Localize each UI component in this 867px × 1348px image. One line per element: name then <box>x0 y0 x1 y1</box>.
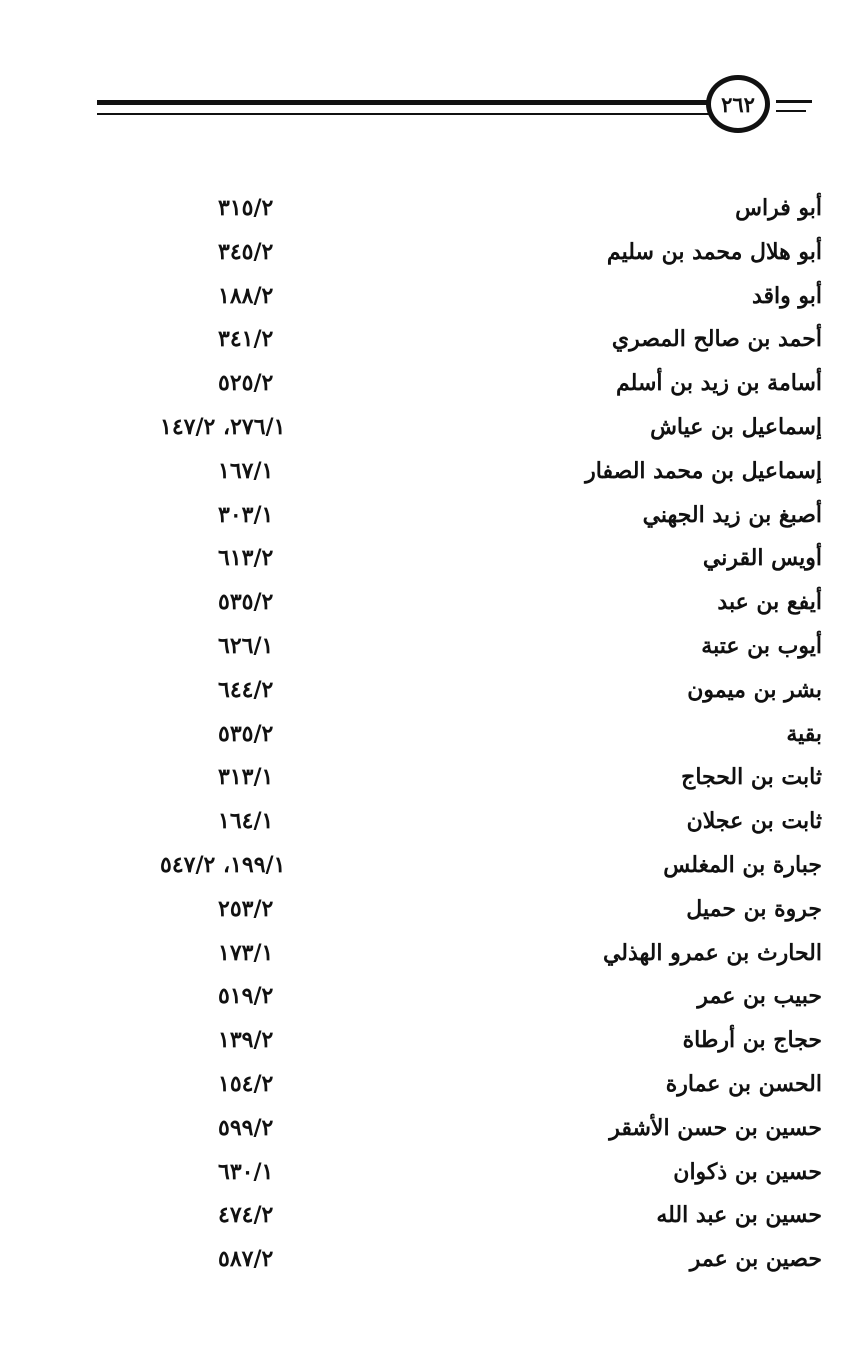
entry-name: حسين بن ذكوان <box>673 1158 822 1185</box>
entry-reference <box>160 847 345 883</box>
entry-reference-text: ١٦٤/١ <box>218 808 274 835</box>
entry-reference-text: ٢٥٣/٢ <box>218 895 274 922</box>
page-header <box>0 0 867 160</box>
entry-reference <box>160 716 345 752</box>
entry-reference-text: ١٩٩/١، ٥٤٧/٢ <box>160 851 286 878</box>
entry-reference <box>160 759 345 795</box>
index-entry <box>0 672 867 716</box>
page-number-badge <box>706 75 770 133</box>
entry-name: جبارة بن المغلس <box>663 851 822 878</box>
entry-reference-text: ١٥٤/٢ <box>218 1070 274 1097</box>
entry-reference <box>160 628 345 664</box>
entry-name: أبو هلال محمد بن سليم <box>606 238 822 265</box>
index-entry <box>0 584 867 628</box>
entry-name: بشر بن ميمون <box>687 676 822 703</box>
entry-reference-text: ١٧٣/١ <box>218 939 274 966</box>
entry-reference <box>160 1110 345 1146</box>
entry-name: بقية <box>786 720 822 747</box>
index-entry <box>0 891 867 935</box>
entry-name: أبو واقد <box>751 282 822 309</box>
entry-reference-text: ٣٤٥/٢ <box>218 238 274 265</box>
header-rule-thick <box>97 100 717 105</box>
entry-name: ثابت بن عجلان <box>686 808 822 835</box>
entry-reference-text: ٣٤١/٢ <box>218 326 274 353</box>
entry-reference-text: ٣١٥/٢ <box>218 195 274 221</box>
entry-name: جروة بن حميل <box>686 895 822 922</box>
entry-name: أويس القرني <box>702 545 822 572</box>
entry-reference <box>160 234 345 270</box>
entry-reference <box>160 278 345 314</box>
entry-reference <box>160 803 345 839</box>
entry-name: الحسن بن عمارة <box>665 1070 822 1097</box>
index-entry <box>0 365 867 409</box>
entry-name: إسماعيل بن عياش <box>650 413 822 440</box>
entry-reference-text: ١٣٩/٢ <box>218 1027 274 1054</box>
entry-reference-text: ٦٢٦/١ <box>218 632 274 659</box>
index-entry <box>0 716 867 760</box>
entry-reference <box>160 1197 345 1233</box>
index-entry <box>0 1154 867 1198</box>
entry-reference-text: ٥٨٧/٢ <box>218 1246 274 1273</box>
index-entry <box>0 1241 867 1285</box>
entry-reference-text: ٤٧٤/٢ <box>218 1202 274 1229</box>
entry-reference <box>160 321 345 357</box>
index-entry <box>0 978 867 1022</box>
entry-reference <box>160 190 345 226</box>
index-entry <box>0 1022 867 1066</box>
entry-reference-text: ٦٣٠/١ <box>218 1158 274 1185</box>
index-entry <box>0 278 867 322</box>
index-entry <box>0 234 867 278</box>
index-list <box>0 190 867 1285</box>
entry-reference-text: ٢٧٦/١، ١٤٧/٢ <box>160 413 286 440</box>
index-entry <box>0 321 867 365</box>
page-number: ٢٦٢ <box>721 91 755 117</box>
entry-name: حصين بن عمر <box>689 1246 822 1273</box>
entry-reference-text: ١٦٧/١ <box>218 457 274 484</box>
index-entry <box>0 409 867 453</box>
index-entry <box>0 935 867 979</box>
entry-name: أبو فراس <box>735 195 822 221</box>
header-rule-right-thin <box>776 110 806 112</box>
index-entry <box>0 759 867 803</box>
entry-reference <box>160 891 345 927</box>
entry-reference-text: ٦٤٤/٢ <box>218 676 274 703</box>
entry-name: حبيب بن عمر <box>697 983 822 1010</box>
entry-reference-text: ١٨٨/٢ <box>218 282 274 309</box>
entry-reference-text: ٥٩٩/٢ <box>218 1114 274 1141</box>
entry-reference <box>160 497 345 533</box>
index-entry <box>0 628 867 672</box>
entry-reference <box>160 409 345 445</box>
index-entry <box>0 190 867 234</box>
entry-name: الحارث بن عمرو الهذلي <box>602 939 822 966</box>
index-entry <box>0 497 867 541</box>
entry-name: أيفع بن عبد <box>717 589 822 616</box>
entry-name: حسين بن عبد الله <box>656 1202 822 1229</box>
entry-reference <box>160 978 345 1014</box>
header-rule-thin <box>97 113 717 115</box>
entry-reference <box>160 1066 345 1102</box>
index-entry <box>0 1110 867 1154</box>
index-entry <box>0 453 867 497</box>
entry-reference <box>160 365 345 401</box>
entry-reference <box>160 540 345 576</box>
entry-name: إسماعيل بن محمد الصفار <box>585 457 822 484</box>
entry-reference <box>160 1241 345 1277</box>
index-entry <box>0 803 867 847</box>
entry-reference-text: ٥١٩/٢ <box>218 983 274 1010</box>
entry-reference-text: ٥٢٥/٢ <box>218 370 274 397</box>
entry-reference <box>160 584 345 620</box>
entry-reference <box>160 672 345 708</box>
entry-name: أسامة بن زيد بن أسلم <box>616 370 822 397</box>
entry-name: حسين بن حسن الأشقر <box>609 1114 822 1141</box>
entry-name: أصبغ بن زيد الجهني <box>642 501 822 528</box>
index-entry <box>0 847 867 891</box>
entry-name: حجاج بن أرطاة <box>682 1027 822 1054</box>
entry-reference-text: ٥٣٥/٢ <box>218 720 274 747</box>
index-entry <box>0 1066 867 1110</box>
entry-reference-text: ٣٠٣/١ <box>218 501 274 528</box>
entry-reference <box>160 1022 345 1058</box>
entry-name: ثابت بن الحجاج <box>681 764 822 791</box>
entry-reference <box>160 1154 345 1190</box>
entry-reference <box>160 453 345 489</box>
index-entry <box>0 540 867 584</box>
entry-name: أيوب بن عتبة <box>701 632 822 659</box>
entry-reference-text: ٣١٣/١ <box>218 764 274 791</box>
header-rule-right-thick <box>776 100 812 103</box>
entry-reference-text: ٥٣٥/٢ <box>218 589 274 616</box>
entry-reference-text: ٦١٣/٢ <box>218 545 274 572</box>
index-entry <box>0 1197 867 1241</box>
entry-reference <box>160 935 345 971</box>
entry-name: أحمد بن صالح المصري <box>611 326 822 353</box>
